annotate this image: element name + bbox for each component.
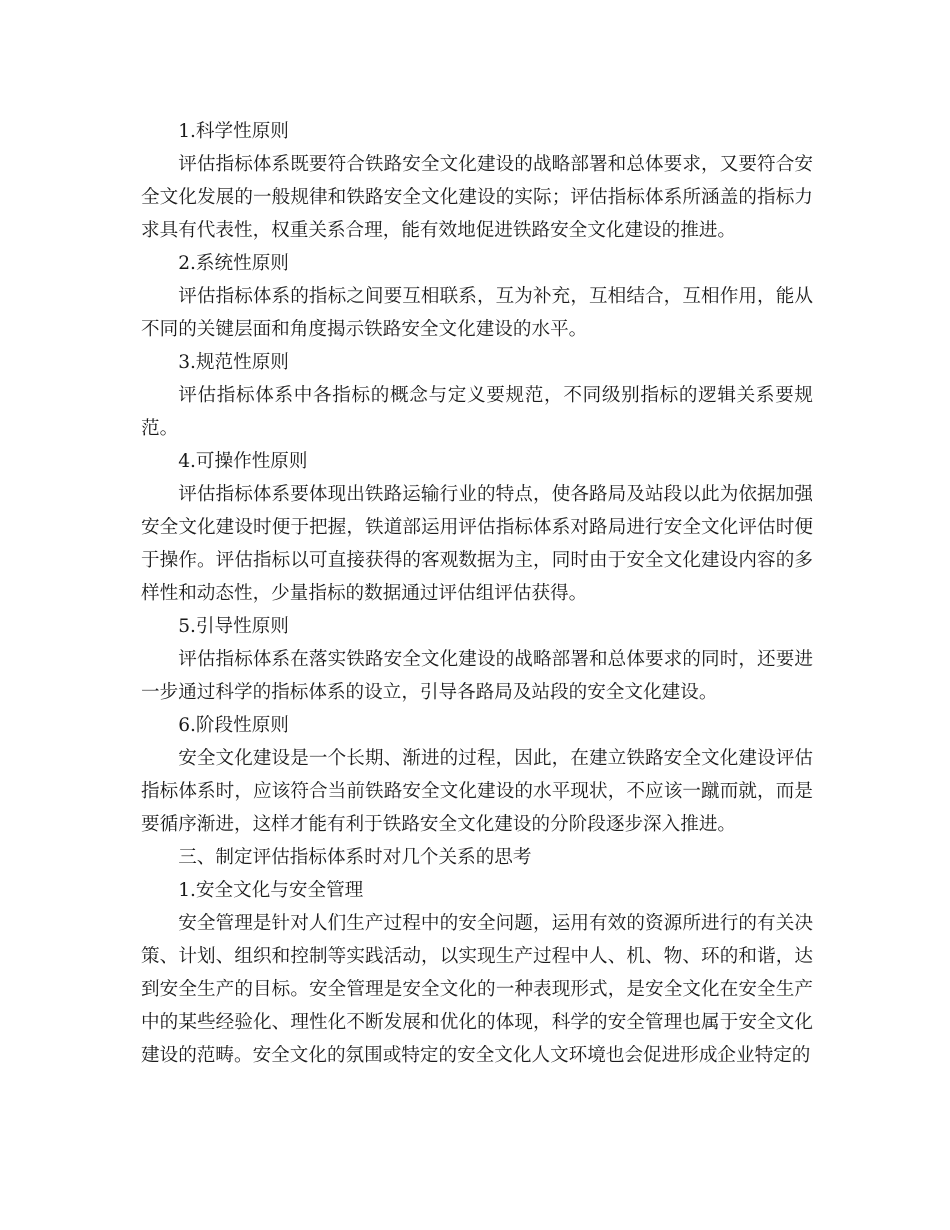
paragraph-guidance: 评估指标体系在落实铁路安全文化建设的战略部署和总体要求的同时，还要进一步通过科学的指标体系的设立，引导各路局及站段的安全文化建设。 [141,649,813,703]
section-heading-phased: 6.阶段性原则 [178,715,289,736]
document-body [141,115,813,1072]
section-heading-operability: 4.可操作性原则 [178,451,308,472]
paragraph-normative: 评估指标体系中各指标的概念与定义要规范，不同级别指标的逻辑关系要规范。 [141,385,813,439]
section-heading-scientific: 1.科学性原则 [178,121,289,142]
paragraph-phased: 安全文化建设是一个长期、渐进的过程，因此，在建立铁路安全文化建设评估指标体系时，应该符合当前铁路安全文化建设的水平现状，不应该一蹴而就，而是要循序渐进，这样才能有利于铁路安全文化建设的分阶段逐步深入推进。 [141,748,813,835]
paragraph-systematic: 评估指标体系的指标之间要互相联系，互为补充，互相结合，互相作用，能从不同的关键层面和角度揭示铁路安全文化建设的水平。 [141,286,813,340]
paragraph-operability: 评估指标体系要体现出铁路运输行业的特点，使各路局及站段以此为依据加强安全文化建设时便于把握，铁道部运用评估指标体系对路局进行安全文化评估时便于操作。评估指标以可直接获得的客观数据为主，同时由于安全文化建设内容的多样性和动态性，少量指标的数据通过评估组评估获得。 [141,484,813,604]
section-heading-culture-management: 1.安全文化与安全管理 [178,880,364,901]
section-heading-systematic: 2.系统性原则 [178,253,289,274]
chapter-heading-relations: 三、制定评估指标体系时对几个关系的思考 [178,847,532,868]
paragraph-culture-management: 安全管理是针对人们生产过程中的安全问题，运用有效的资源所进行的有关决策、计划、组织和控制等实践活动，以实现生产过程中人、机、物、环的和谐，达到安全生产的目标。安全管理是安全文化的一种表现形式，是安全文化在安全生产中的某些经验化、理性化不断发展和优化的体现，科学的安全管理也属于安全文化建设的范畴。安全文化的氛围或特定的安全文化人文环境也会促进形成企业特定的 [141,913,813,1066]
section-heading-normative: 3.规范性原则 [178,352,289,373]
paragraph-scientific: 评估指标体系既要符合铁路安全文化建设的战略部署和总体要求，又要符合安全文化发展的一般规律和铁路安全文化建设的实际；评估指标体系所涵盖的指标力求具有代表性，权重关系合理，能有效地促进铁路安全文化建设的推进。 [141,154,813,241]
section-heading-guidance: 5.引导性原则 [178,616,289,637]
